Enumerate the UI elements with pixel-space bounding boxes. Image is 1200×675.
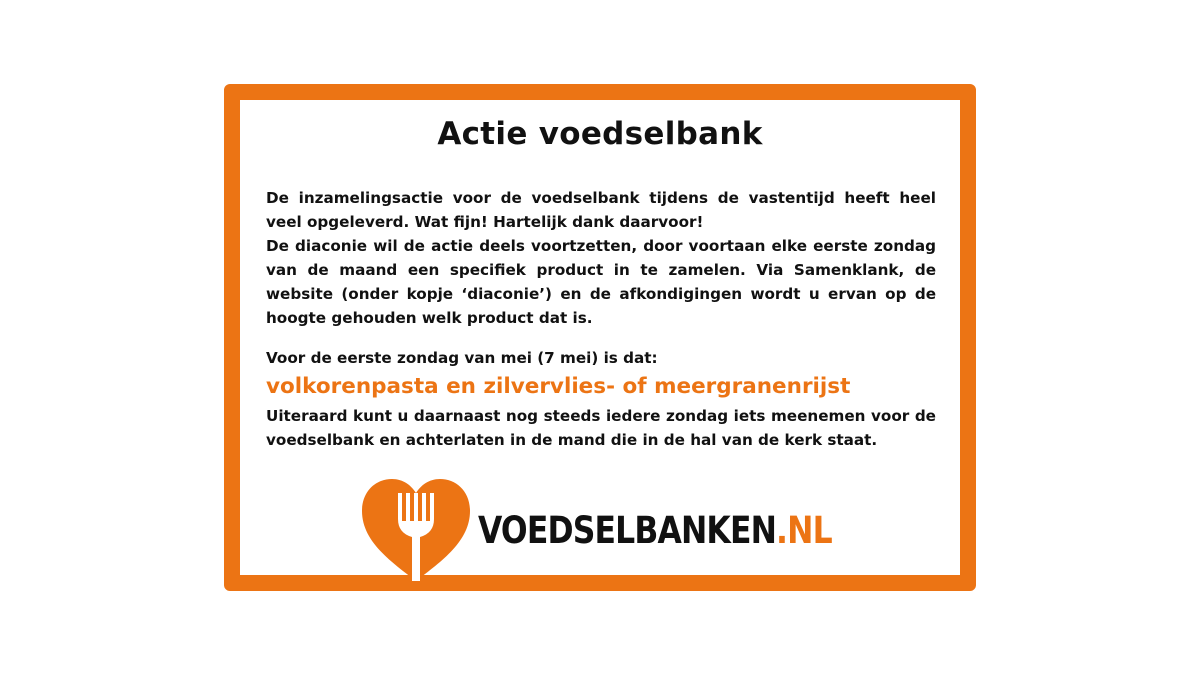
diaconie-paragraph: De diaconie wil de actie deels voortzetten, door voortaan elke eerste zondag van de maand een specifiek product in te zamelen. Via Samenklank, de website (onder kopje ‘diaconie’) en de afkondigingen wordt u ervan op de hoogte gehouden welk product dat is. bbox=[266, 237, 936, 327]
logo-wordmark bbox=[478, 509, 832, 552]
logo-suffix: .NL bbox=[776, 509, 832, 552]
announcement-card bbox=[224, 84, 976, 591]
voedselbanken-logo bbox=[360, 477, 832, 587]
announcement-body bbox=[266, 186, 936, 452]
thanks-paragraph: De inzamelingsactie voor de voedselbank tijdens de vastentijd heeft heel veel opgeleverd. Wat fijn! Hartelijk dank daarvoor! bbox=[266, 189, 936, 231]
logo-name: VOEDSELBANKEN bbox=[478, 509, 777, 552]
closing-paragraph: Uiteraard kunt u daarnaast nog steeds iedere zondag iets meenemen voor de voedselbank en achterlaten in de mand die in de hal van de kerk staat. bbox=[266, 407, 936, 449]
product-highlight: volkorenpasta en zilvervlies- of meergranenrijst bbox=[266, 374, 851, 399]
heart-fork-icon bbox=[360, 477, 472, 587]
product-intro: Voor de eerste zondag van mei (7 mei) is dat: bbox=[266, 349, 658, 367]
page-title: Actie voedselbank bbox=[437, 116, 763, 152]
